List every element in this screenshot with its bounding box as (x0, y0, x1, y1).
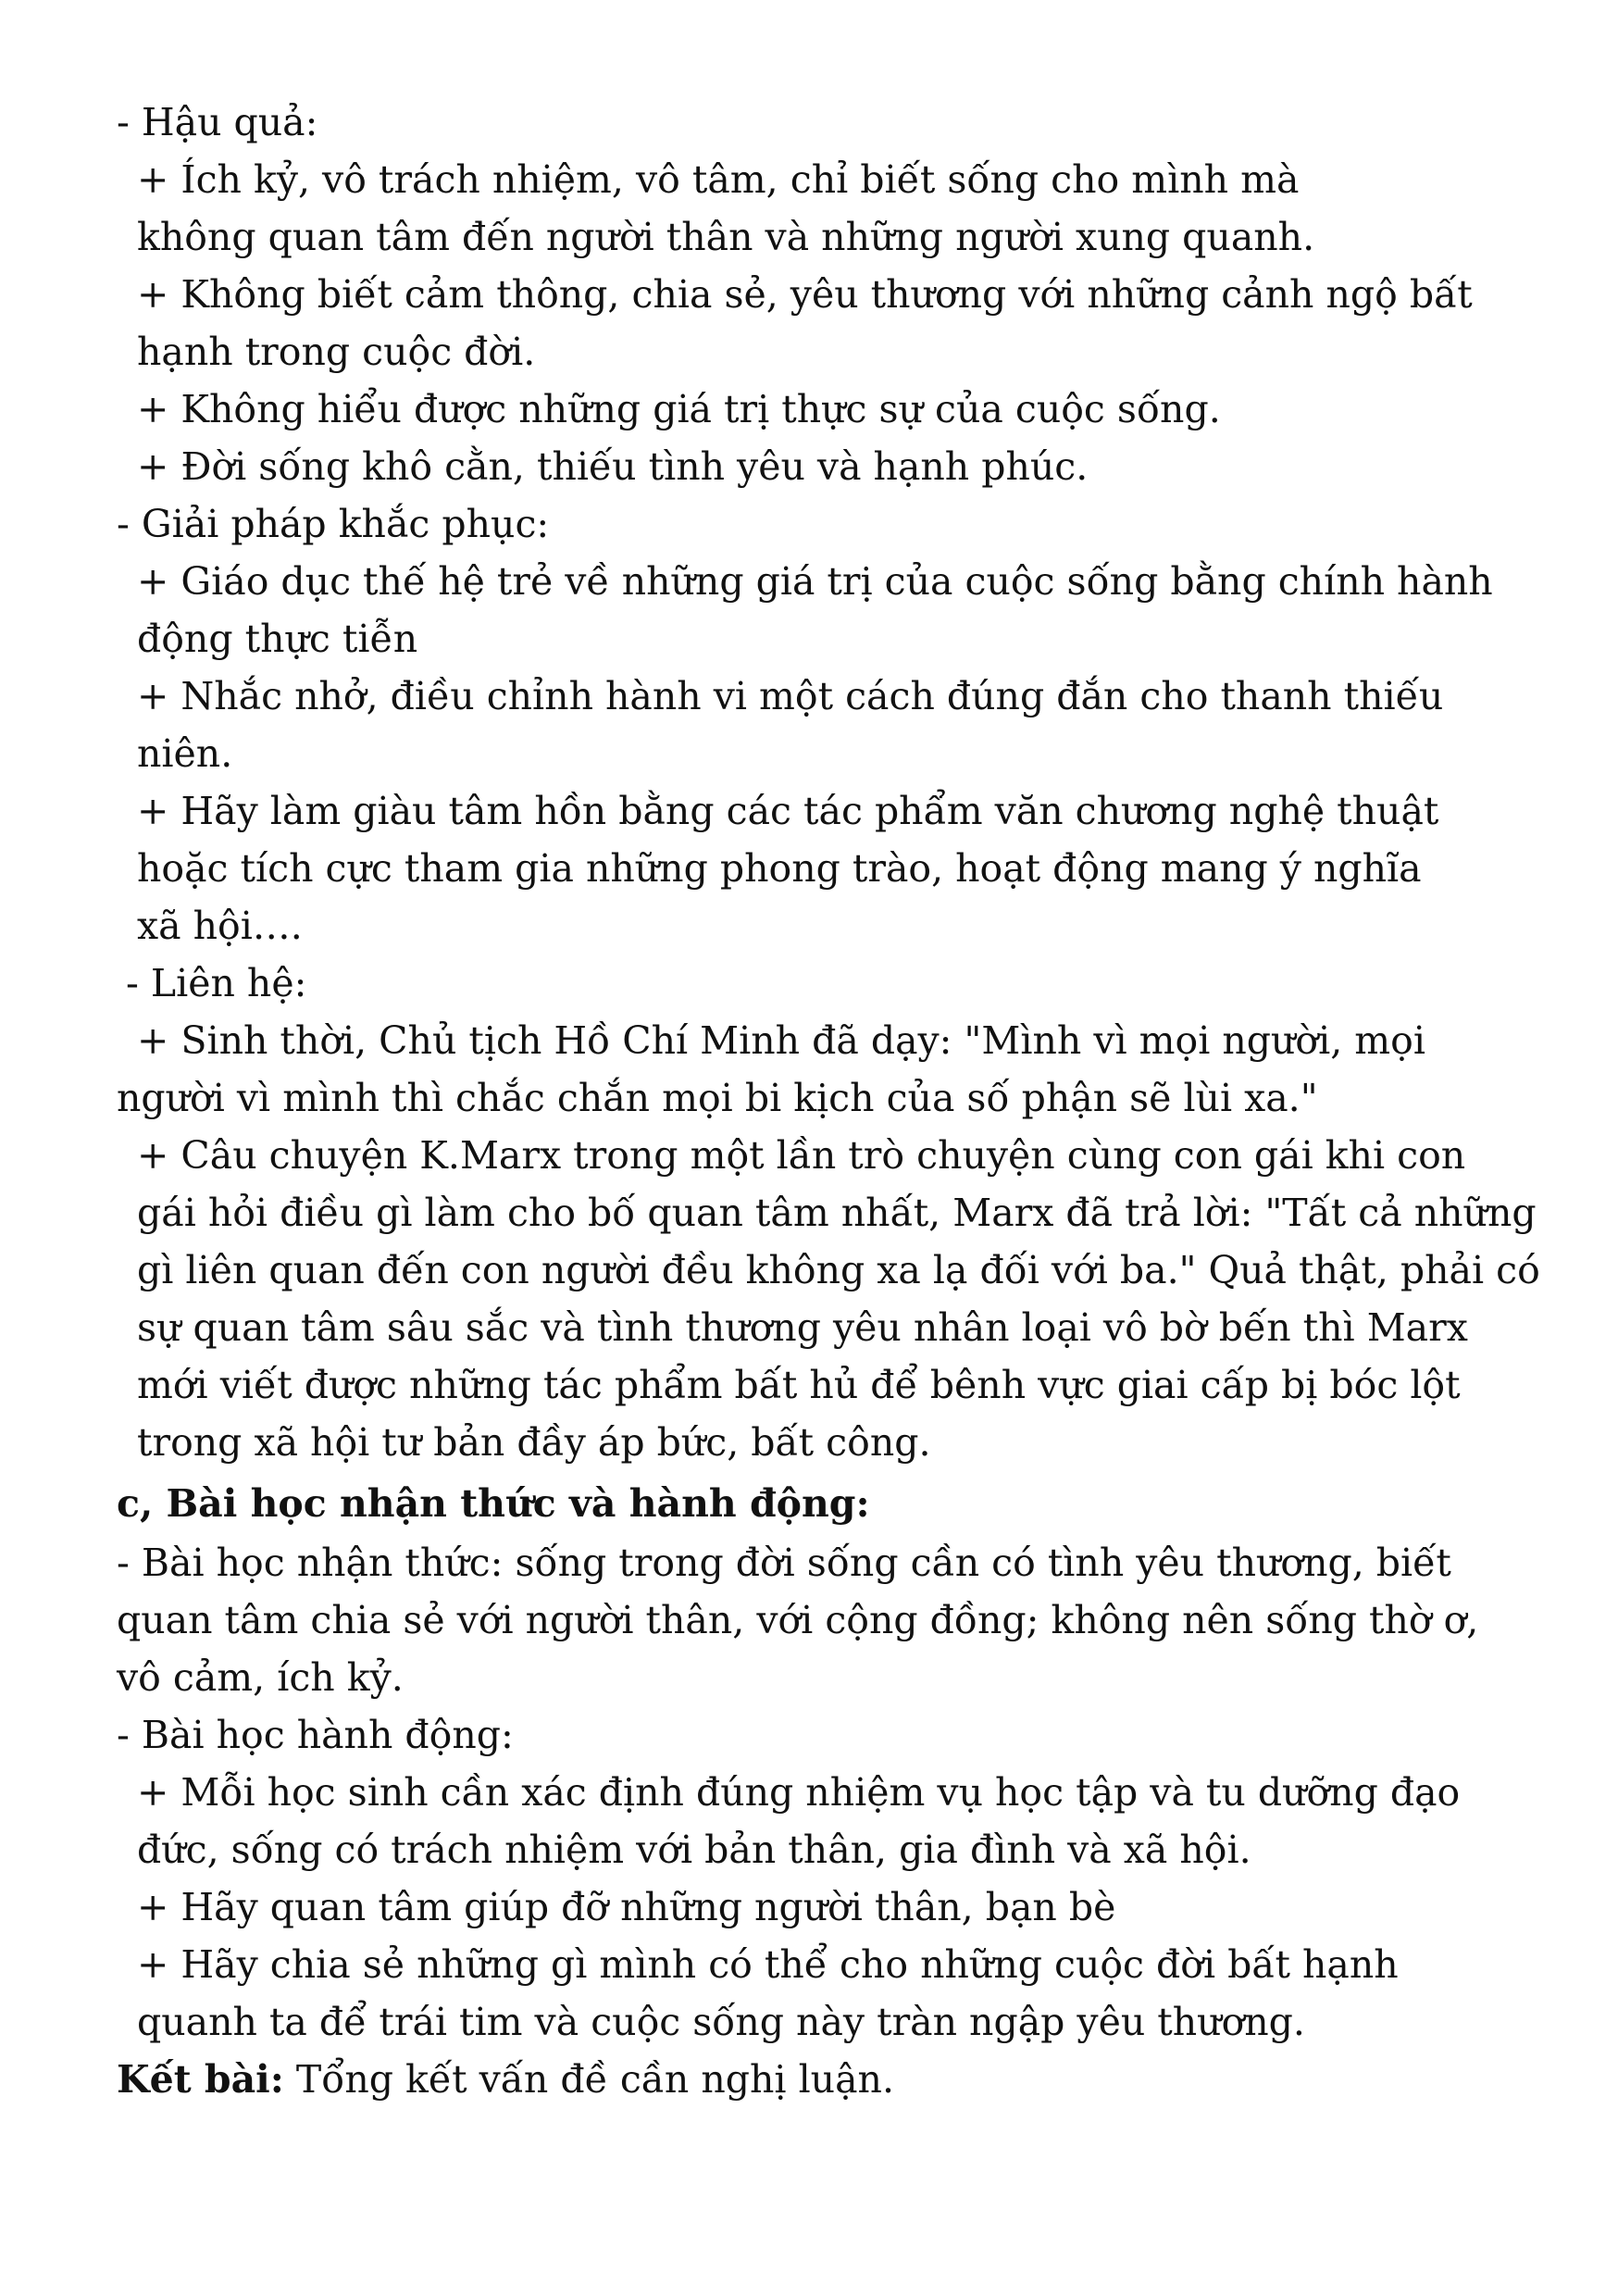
connection-line: sự quan tâm sâu sắc và tình thương yêu nhân loại vô bờ bến thì Marx (137, 1305, 1468, 1350)
solutions-heading: - Giải pháp khắc phục: (117, 502, 550, 546)
connection-line: người vì mình thì chắc chắn mọi bi kịch của số phận sẽ lùi xa." (117, 1076, 1318, 1120)
conclusion-text: Tổng kết vấn đề cần nghị luận. (283, 2057, 894, 2102)
solution-line: + Nhắc nhở, điều chỉnh hành vi một cách đúng đắn cho thanh thiếu (137, 674, 1444, 718)
connection-line: + Câu chuyện K.Marx trong một lần trò chuyện cùng con gái khi con (137, 1133, 1466, 1178)
consequence-line: + Đời sống khô cằn, thiếu tình yêu và hạnh phúc. (137, 444, 1089, 489)
solution-line: niên. (137, 731, 233, 776)
action-line: + Mỗi học sinh cần xác định đúng nhiệm vụ học tập và tu dưỡng đạo (137, 1770, 1461, 1815)
solution-line: + Giáo dục thế hệ trẻ về những giá trị của cuộc sống bằng chính hành (137, 559, 1493, 604)
action-heading: - Bài học hành động: (117, 1713, 514, 1757)
lessons-heading: c, Bài học nhận thức và hành động: (117, 1481, 870, 1526)
consequence-line: hạnh trong cuộc đời. (137, 330, 536, 374)
solution-line: hoặc tích cực tham gia những phong trào, hoạt động mang ý nghĩa (137, 846, 1422, 891)
conclusion-label: Kết bài: (117, 2057, 284, 2102)
consequence-line: không quan tâm đến người thân và những người xung quanh. (137, 215, 1315, 259)
consequences-heading: - Hậu quả: (117, 100, 318, 144)
consequence-line: + Không biết cảm thông, chia sẻ, yêu thương với những cảnh ngộ bất (137, 272, 1473, 317)
awareness-line: - Bài học nhận thức: sống trong đời sống cần có tình yêu thương, biết (117, 1541, 1451, 1585)
action-line: + Hãy chia sẻ những gì mình có thể cho những cuộc đời bất hạnh (137, 1942, 1399, 1987)
connection-line: gái hỏi điều gì làm cho bố quan tâm nhất, Marx đã trả lời: "Tất cả những (137, 1191, 1537, 1235)
awareness-line: quan tâm chia sẻ với người thân, với cộng đồng; không nên sống thờ ơ, (117, 1598, 1479, 1642)
consequence-line: + Ích kỷ, vô trách nhiệm, vô tâm, chỉ biết sống cho mình mà (137, 157, 1300, 202)
consequence-line: + Không hiểu được những giá trị thực sự của cuộc sống. (137, 387, 1221, 431)
connection-line: gì liên quan đến con người đều không xa lạ đối với ba." Quả thật, phải có (137, 1248, 1540, 1292)
action-line: quanh ta để trái tim và cuộc sống này tràn ngập yêu thương. (137, 2000, 1305, 2044)
solution-line: động thực tiễn (137, 617, 418, 661)
solution-line: + Hãy làm giàu tâm hồn bằng các tác phẩm văn chương nghệ thuật (137, 789, 1439, 833)
awareness-line: vô cảm, ích kỷ. (117, 1655, 404, 1700)
conclusion (117, 2057, 894, 2102)
action-line: đức, sống có trách nhiệm với bản thân, gia đình và xã hội. (137, 1828, 1251, 1872)
solution-line: xã hội…. (137, 904, 303, 948)
action-line: + Hãy quan tâm giúp đỡ những người thân, bạn bè (137, 1885, 1116, 1929)
connection-heading: - Liên hệ: (126, 961, 307, 1005)
connection-line: trong xã hội tư bản đầy áp bức, bất công. (137, 1420, 931, 1465)
connection-line: mới viết được những tác phẩm bất hủ để bênh vực giai cấp bị bóc lột (137, 1363, 1461, 1407)
connection-line: + Sinh thời, Chủ tịch Hồ Chí Minh đã dạy: "Mình vì mọi người, mọi (137, 1018, 1425, 1063)
